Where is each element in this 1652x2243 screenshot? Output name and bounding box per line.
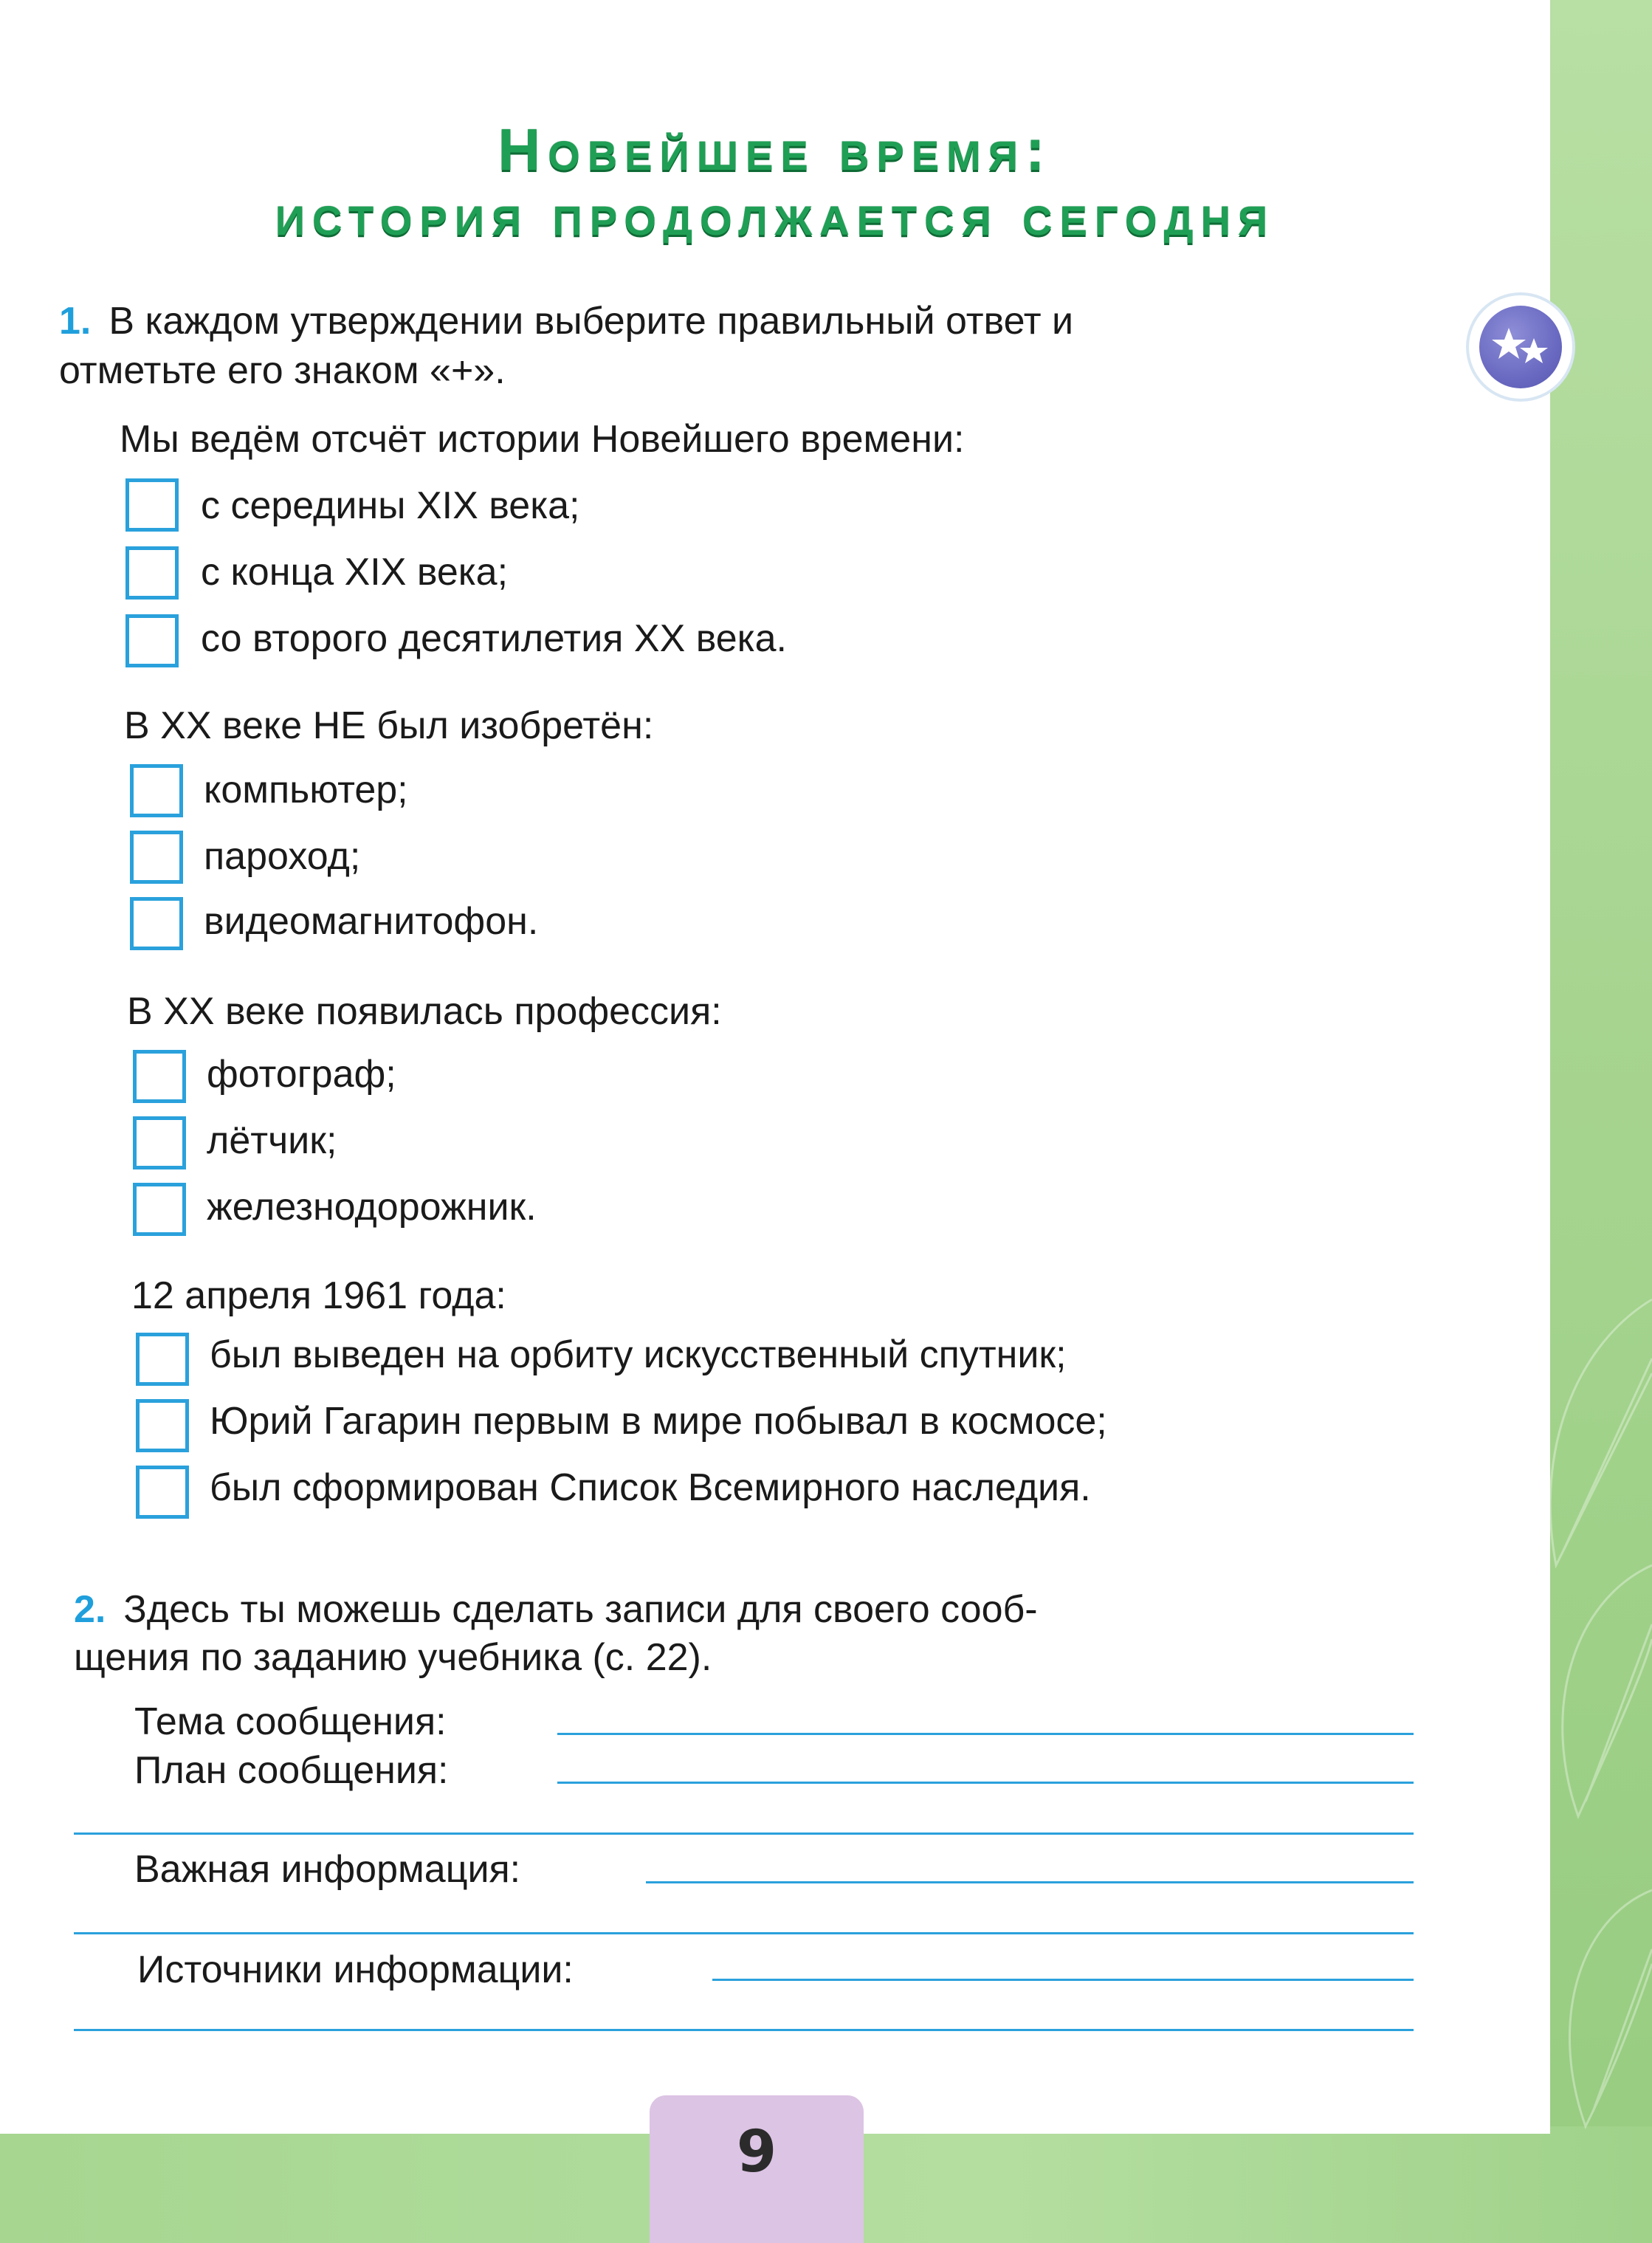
plan-write-line-2[interactable]	[74, 1832, 1414, 1835]
question-2-option-2-label: пароход;	[204, 835, 361, 878]
question-2-option-2-checkbox[interactable]	[130, 831, 183, 884]
important-info-write-line-2[interactable]	[74, 1932, 1414, 1934]
task2-instruction-line-2: щения по заданию учебника (с. 22).	[74, 1636, 712, 1679]
question-2-option-3-checkbox[interactable]	[130, 897, 183, 950]
question-2-option-1-checkbox[interactable]	[130, 764, 183, 817]
question-4-option-3-checkbox[interactable]	[136, 1466, 189, 1519]
important-info-label: Важная информация:	[134, 1848, 521, 1891]
question-4-option-3-label: был сформирован Список Всемирного наследия.	[210, 1466, 1091, 1509]
question-3-option-3-checkbox[interactable]	[133, 1183, 186, 1236]
task2-number: 2.	[74, 1588, 106, 1631]
question-1-option-2-checkbox[interactable]	[125, 546, 179, 600]
question-2-option-1-label: компьютер;	[204, 769, 408, 811]
question-4-option-1-checkbox[interactable]	[136, 1333, 189, 1386]
question-3-option-2-label: лётчик;	[207, 1119, 337, 1162]
question-4-prompt: 12 апреля 1961 года:	[131, 1274, 506, 1317]
page-title-line-2: история продолжается сегодня	[275, 182, 1276, 247]
question-3-option-1-checkbox[interactable]	[133, 1050, 186, 1103]
task1-instruction-line-1: 1. В каждом утверждении выберите правильный ответ и	[59, 300, 1074, 343]
sources-write-line[interactable]	[712, 1979, 1414, 1981]
plan-write-line[interactable]	[557, 1782, 1414, 1784]
task2-instruction-line-1: 2. Здесь ты можешь сделать записи для своего сооб-	[74, 1588, 1038, 1631]
question-1-option-3-checkbox[interactable]	[125, 614, 179, 667]
question-4-option-2-checkbox[interactable]	[136, 1399, 189, 1452]
question-1-option-1-label: с середины XIX века;	[201, 484, 580, 527]
stars-badge-icon	[1469, 295, 1572, 399]
question-3-option-3-label: железнодорожник.	[207, 1186, 537, 1229]
plan-label: План сообщения:	[134, 1749, 449, 1792]
question-2-prompt: В XX веке НЕ был изобретён:	[124, 704, 654, 747]
question-1-option-3-label: со второго десятилетия XX века.	[201, 617, 787, 660]
sources-write-line-2[interactable]	[74, 2029, 1414, 2031]
sources-label: Источники информации:	[137, 1948, 574, 1991]
page-number: 9	[736, 2119, 777, 2185]
topic-label: Тема сообщения:	[134, 1700, 447, 1743]
question-1-option-2-label: с конца XIX века;	[201, 551, 509, 594]
important-info-write-line[interactable]	[646, 1881, 1414, 1883]
question-1-prompt: Мы ведём отсчёт истории Новейшего времени:	[120, 418, 965, 461]
question-4-option-1-label: был выведен на орбиту искусственный спутник;	[210, 1333, 1067, 1376]
page-title-line-1: Новейшее время:	[498, 117, 1053, 182]
question-3-option-1-label: фотограф;	[207, 1053, 396, 1096]
topic-write-line[interactable]	[557, 1733, 1414, 1735]
question-2-option-3-label: видеомагнитофон.	[204, 900, 539, 943]
question-3-option-2-checkbox[interactable]	[133, 1116, 186, 1169]
task1-number: 1.	[59, 300, 92, 343]
task1-instruction-line-2: отметьте его знаком «+».	[59, 349, 506, 392]
question-4-option-2-label: Юрий Гагарин первым в мире побывал в космосе;	[210, 1400, 1107, 1443]
question-3-prompt: В XX веке появилась профессия:	[127, 990, 722, 1033]
question-1-option-1-checkbox[interactable]	[125, 478, 179, 532]
